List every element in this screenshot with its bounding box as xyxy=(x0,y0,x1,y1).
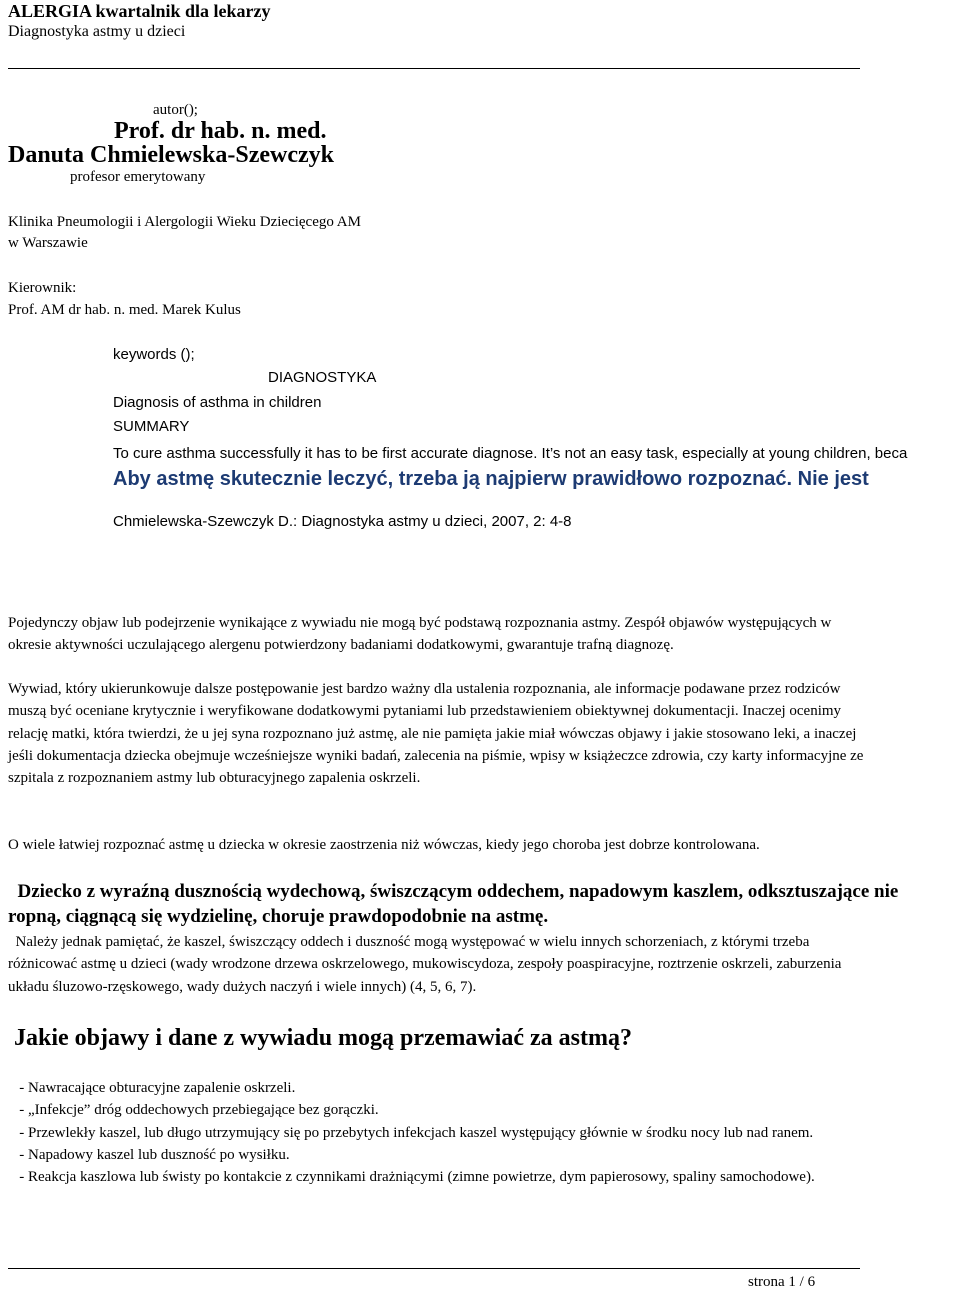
list-item: - Reakcja kaszlowa lub świsty po kontakcie z czynnikami drażniącymi (zimne powietrze, dym papierosowy, spaliny samochodowe). xyxy=(8,1169,815,1186)
paragraph-1: Pojedynczy objaw lub podejrzenie wynikające z wywiadu nie mogą być podstawą rozpoznania astmy. Zespół objawów występujących w okresie aktywności uczulającego alergenu potwierdzony badaniami dodatkowymi, gwarantuje trafną diagnozę. xyxy=(8,615,832,654)
citation: Chmielewska-Szewczyk D.: Diagnostyka astmy u dzieci, 2007, 2: 4-8 xyxy=(113,513,572,530)
bold-lead-paragraph: Dziecko z wyraźną dusznością wydechową, świszczącym oddechem, napadowym kaszlem, odksztuszające nie ropną, ciągnącą się wydzielinę, choruje prawdopodobnie na astmę. xyxy=(8,881,904,927)
author-role: profesor emerytowany xyxy=(70,169,206,185)
author-placeholder: autor(); xyxy=(153,102,198,118)
header-divider xyxy=(8,68,860,69)
question-heading: Jakie objawy i dane z wywiadu mogą przemawiać za astmą? xyxy=(14,1025,632,1051)
list-item: - Nawracające obturacyjne zapalenie oskrzeli. xyxy=(8,1080,296,1096)
article-title-header: Diagnostyka astmy u dzieci xyxy=(8,23,186,40)
paragraph-2: Wywiad, który ukierunkowuje dalsze postępowanie jest bardzo ważny dla ustalenia rozpoznania, ale informacje podawane przez rodziców muszą być oceniane krytycznie i weryfikowane dodatkowymi pytaniami lub przedstawieniem obiektywnej dokumentacji. Inaczej ocenimy relację matki, która twierdzi, że u jej syna rozpoznano już astmę, ale nie pamięta jakie miał wówczas objawy i jakie stosowano leki, a inaczej jeśli dokumentacja dziecka obejmuje wcześniejsze wyniki badań, zalecenia na piśmie, wpisy w książeczce zdrowia, czy karty informacyjne ze szpitala z rozpoznaniem astmy lub obturacyjnego zapalenia oskrzeli. xyxy=(8,681,864,787)
clinic-name: Klinika Pneumologii i Alergologii Wieku Dziecięcego AM xyxy=(8,214,361,230)
symptom-list xyxy=(8,1077,878,1188)
head-label: Kierownik: xyxy=(8,280,77,296)
section-label: DIAGNOSTYKA xyxy=(268,369,377,386)
list-item: - Napadowy kaszel lub duszność po wysiłku. xyxy=(8,1146,290,1163)
clinic-city: w Warszawie xyxy=(8,235,88,251)
keywords-line: keywords (); xyxy=(113,346,195,363)
page-number: strona 1 / 6 xyxy=(748,1274,816,1290)
footer-divider xyxy=(8,1268,860,1269)
head-name: Prof. AM dr hab. n. med. Marek Kulus xyxy=(8,302,241,318)
journal-title: ALERGIA kwartalnik dla lekarzy xyxy=(8,1,271,21)
summary-text: To cure asthma successfully it has to be first accurate diagnose. It’s not an easy task, especially at young children, beca xyxy=(113,445,908,462)
list-item: - Przewlekły kaszel, lub długo utrzymujący się po przebytych infekcjach kaszel występujący głównie w środku nocy lub nad ranem. xyxy=(8,1124,814,1141)
summary-label: SUMMARY xyxy=(113,418,190,435)
author-name: Danuta Chmielewska-Szewczyk xyxy=(8,142,334,168)
english-title: Diagnosis of asthma in children xyxy=(113,394,322,411)
list-item: - „Infekcje” dróg oddechowych przebiegające bez gorączki. xyxy=(8,1102,379,1119)
paragraph-3: O wiele łatwiej rozpoznać astmę u dziecka w okresie zaostrzenia niż wówczas, kiedy jego choroba jest dobrze kontrolowana. xyxy=(8,837,760,853)
author-academic-title: Prof. dr hab. n. med. xyxy=(114,118,327,144)
paragraph-4: Należy jednak pamiętać, że kaszel, świszczący oddech i duszność mogą występować w wielu innych schorzeniach, z którymi trzeba różnicować astmę u dzieci (wady wrodzone drzewa oskrzelowego, mukowiscydoza, zespoły poaspiracyjne, roztrzenie oskrzeli, zaburzenia układu śluzowo-rzęskowego, wady dużych naczyń i wiele innych) (4, 5, 6, 7). xyxy=(8,934,846,995)
polish-lead: Aby astmę skutecznie leczyć, trzeba ją najpierw prawidłowo rozpoznać. Nie jest xyxy=(113,468,869,490)
